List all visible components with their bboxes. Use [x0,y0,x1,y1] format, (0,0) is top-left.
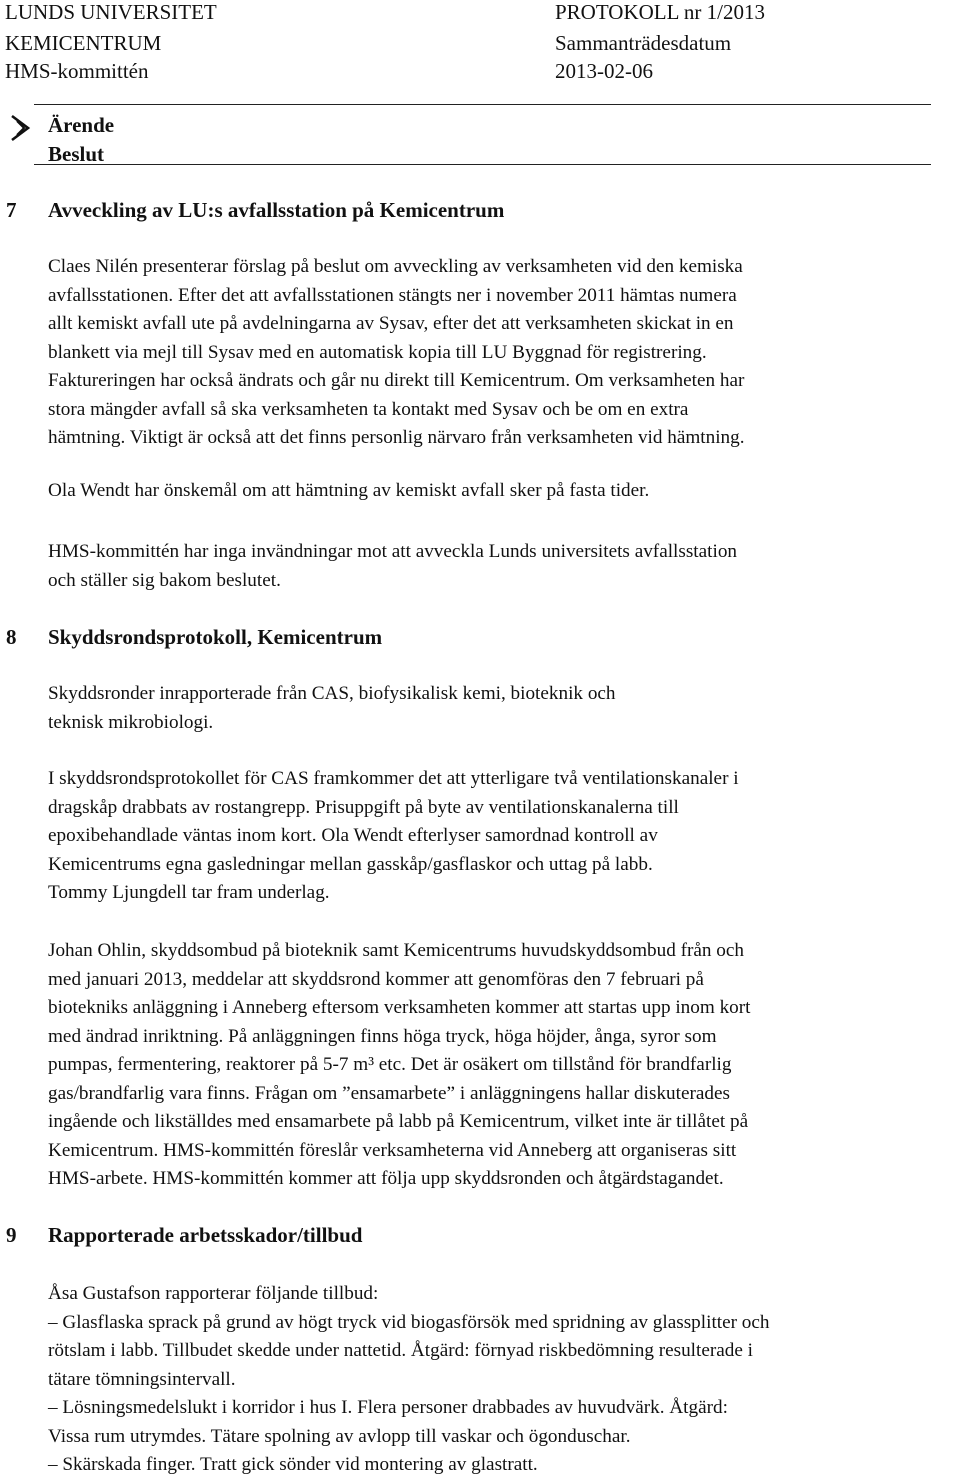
text-line: epoxibehandlade väntas inom kort. Ola Wendt efterlyser samordnad kontroll av [48,825,658,846]
arrow-right-icon [6,113,34,143]
section-number: 7 [6,198,17,222]
text-line: stora mängder avfall så ska verksamheten ta kontakt med Sysav och be om en extra [48,398,689,420]
paragraph [48,253,958,453]
text-line: Vissa rum utrymdes. Tätare spolning av avlopp till vaskar och ögonduschar. [48,1425,631,1447]
text-line: HMS-arbete. HMS-kommittén kommer att följa upp skyddsronden och åtgärdstagandet. [48,1168,724,1189]
paragraph [48,1280,958,1480]
section-title: Rapporterade arbetsskador/tillbud [48,1223,363,1247]
text-line: – Glasflaska sprack på grund av högt tryck vid biogasförsök med spridning av glassplitter och [48,1311,770,1333]
text-line: Tommy Ljungdell tar fram underlag. [48,882,330,903]
paragraph [48,765,958,908]
text-line: med januari 2013, meddelar att skyddsrond kommer att genomföras den 7 februari på [48,968,704,990]
section-number: 9 [6,1223,17,1247]
text-line: med ändrad inriktning. På anläggningen finns höga tryck, höga höjder, ånga, syror som [48,1025,717,1047]
text-line: Kemicentrums egna gasledningar mellan gasskåp/gasflaskor och uttag på labb. [48,853,653,875]
section-title: Skyddsrondsprotokoll, Kemicentrum [48,625,383,649]
paragraph [48,477,958,506]
text-line: Ola Wendt har önskemål om att hämtning av kemiskt avfall sker på fasta tider. [48,480,650,501]
text-line: rötslam i labb. Tillbudet skedde under nattetid. Åtgärd: förnyad riskbedömning resulterade i [48,1340,753,1361]
department-name: KEMICENTRUM [5,31,162,55]
text-line: avfallsstationen. Efter det att avfallsstationen stängts ner i november 2011 hämtas numera [48,284,737,306]
text-line: Claes Nilén presenterar förslag på beslut om avveckling av verksamheten vid den kemiska [48,256,743,277]
text-line: – Lösningsmedelslukt i korridor i hus I. Flera personer drabbades av huvudvärk. Åtgärd: [48,1397,728,1418]
committee-name: HMS-kommittén [5,59,149,83]
top-rule [34,104,931,105]
text-line: pumpas, fermentering, reaktorer på 5-7 m³ etc. Det är osäkert om tillstånd för brandfarlig [48,1054,732,1075]
text-line: hämtning. Viktigt är också att det finns personlig närvaro från verksamheten vid hämtning. [48,427,745,448]
protocol-number: PROTOKOLL nr 1/2013 [555,0,765,24]
paragraph [48,538,958,595]
text-line: teknisk mikrobiologi. [48,711,214,733]
text-line: – Skärskada finger. Tratt gick sönder vid montering av glastratt. [48,1454,538,1475]
column-header-arende: Ärende [48,113,115,137]
text-line: Skyddsronder inrapporterade från CAS, biofysikalisk kemi, bioteknik och [48,683,616,704]
section-title: Avveckling av LU:s avfallsstation på Kemicentrum [48,198,505,222]
text-line: Johan Ohlin, skyddsombud på bioteknik samt Kemicentrums huvudskyddsombud från och [48,940,745,961]
paragraph [48,937,958,1194]
text-line: Faktureringen har också ändrats och går nu direkt till Kemicentrum. Om verksamheten har [48,370,745,391]
paragraph [48,680,958,737]
column-header-beslut: Beslut [48,142,105,166]
section-number: 8 [6,625,17,649]
text-line: dragskåp drabbats av rostangrepp. Prisuppgift på byte av ventilationskanalerna till [48,796,679,818]
text-line: allt kemiskt avfall ute på avdelningarna av Sysav, efter det att verksamheten skickat in en [48,313,734,334]
text-line: Kemicentrum. HMS-kommittén föreslår verksamheterna vid Anneberg att organiseras sitt [48,1139,737,1161]
text-line: I skyddsrondsprotokollet för CAS framkommer det att ytterligare två ventilationskanaler i [48,768,739,789]
meeting-date-label: Sammanträdesdatum [555,31,732,55]
text-line: blankett via mejl till Sysav med en automatisk kopia till LU Byggnad för registrering. [48,341,707,363]
meeting-date: 2013-02-06 [555,59,653,83]
text-line: och ställer sig bakom beslutet. [48,569,281,591]
text-line: gas/brandfarlig vara finns. Frågan om ”ensamarbete” i anläggningens hallar diskuterades [48,1082,730,1104]
text-line: biotekniks anläggning i Anneberg eftersom verksamheten kommer att startas upp inom kort [48,997,751,1018]
text-line: Åsa Gustafson rapporterar följande tillbud: [48,1283,379,1304]
text-line: tätare tömningsintervall. [48,1368,236,1390]
text-line: ingående och likställdes med ensamarbete på labb på Kemicentrum, vilket inte är tillåtet på [48,1111,749,1132]
bottom-rule [34,164,931,165]
university-name: LUNDS UNIVERSITET [5,0,217,24]
text-line: HMS-kommittén har inga invändningar mot att avveckla Lunds universitets avfallsstation [48,541,738,562]
